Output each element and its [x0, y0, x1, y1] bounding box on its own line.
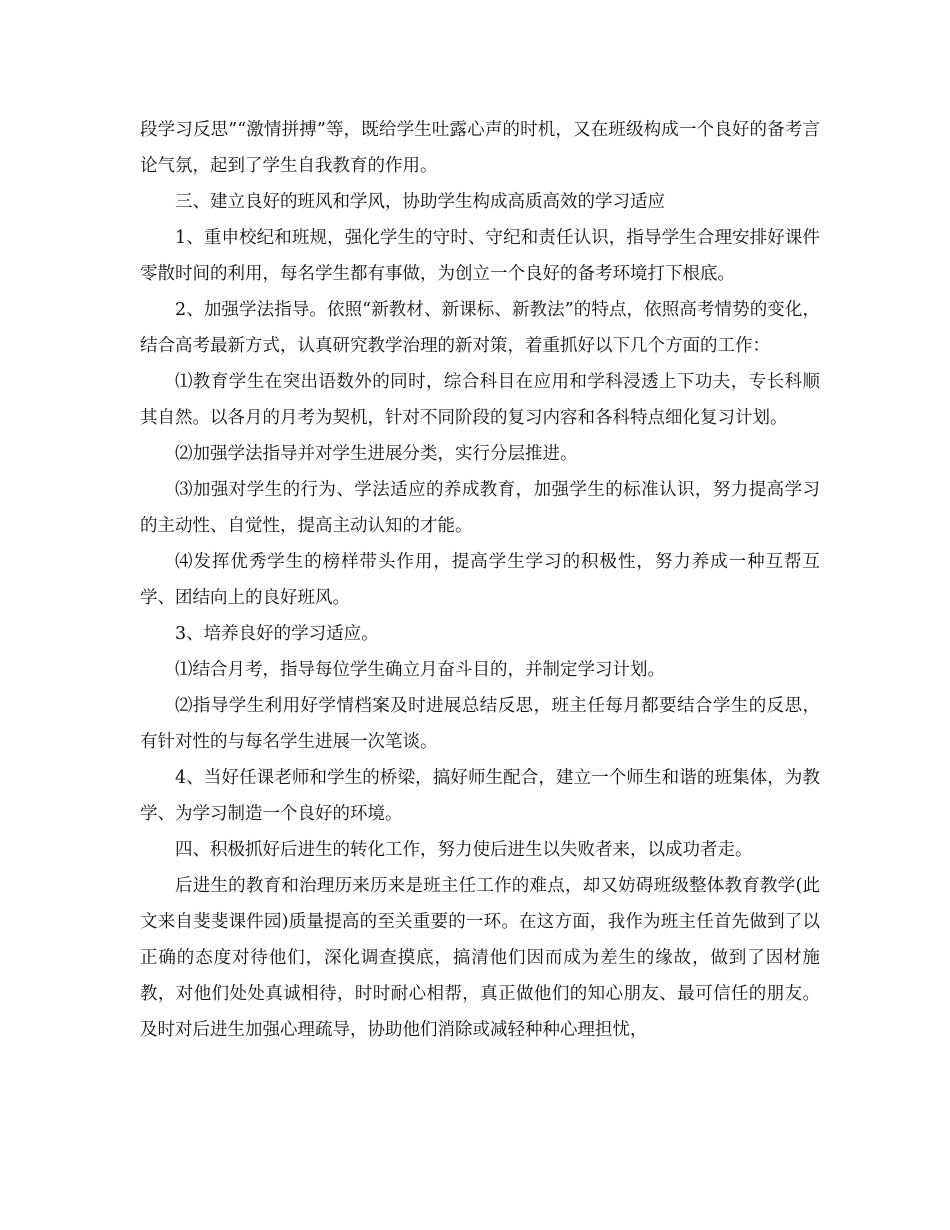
paragraph-item-2: 2、加强学法指导。依照“新教材、新课标、新教法”的特点，依照高考情势的变化，结合高考最新方式，认真研究教学治理的新对策，着重抓好以下几个方面的工作： — [140, 300, 820, 356]
section-heading-4: 四、积极抓好后进生的转化工作，努力使后进生以失败者来，以成功者走。 — [175, 840, 753, 860]
paragraph-item-3: 3、培养良好的学习适应。 — [175, 624, 379, 644]
paragraph-subitem-3: ⑶加强对学生的行为、学法适应的养成教育，加强学生的标准认识，努力提高学习的主动性、自觉性，提高主动认知的才能。 — [140, 480, 820, 536]
paragraph-continuation: 段学习反思”“激情拼搏”等，既给学生吐露心声的时机，又在班级构成一个良好的备考言论气氛，起到了学生自我教育的作用。 — [140, 120, 820, 176]
paragraph-body: 后进生的教育和治理历来历来是班主任工作的难点，却又妨碍班级整体教育教学(此文来自斐斐课件园)质量提高的至关重要的一环。在这方面，我作为班主任首先做到了以正确的态度对待他们，深化调查摸底，搞清他们因而成为差生的缘故，做到了因材施教，对他们处处真诚相待，时时耐心相帮，真正做他们的知心朋友、最可信任的朋友。及时对后进生加强心理疏导，协助他们消除或减轻种种心理担忧， — [140, 876, 820, 1040]
section-heading-3: 三、建立良好的班风和学风，协助学生构成高质高效的学习适应 — [175, 192, 665, 212]
paragraph-item-1: 1、重申校纪和班规，强化学生的守时、守纪和责任认识，指导学生合理安排好课件零散时间的利用，每名学生都有事做，为创立一个良好的备考环境打下根底。 — [140, 228, 820, 284]
paragraph-subitem-1b: ⑴结合月考，指导每位学生确立月奋斗目的，并制定学习计划。 — [175, 660, 665, 680]
paragraph-subitem-2b: ⑵指导学生利用好学情档案及时进展总结反思，班主任每月都要结合学生的反思，有针对性的与每名学生进展一次笔谈。 — [140, 696, 820, 752]
paragraph-item-4: 4、当好任课老师和学生的桥梁，搞好师生配合，建立一个师生和谐的班集体，为教学、为学习制造一个良好的环境。 — [140, 768, 820, 824]
paragraph-subitem-1: ⑴教育学生在突出语数外的同时，综合科目在应用和学科浸透上下功夫，专长科顺其自然。以各月的月考为契机，针对不同阶段的复习内容和各科特点细化复习计划。 — [140, 372, 820, 428]
paragraph-subitem-2: ⑵加强学法指导并对学生进展分类，实行分层推进。 — [175, 444, 578, 464]
paragraph-subitem-4: ⑷发挥优秀学生的榜样带头作用，提高学生学习的积极性，努力养成一种互帮互学、团结向上的良好班风。 — [140, 552, 820, 608]
document-page — [140, 112, 820, 1048]
